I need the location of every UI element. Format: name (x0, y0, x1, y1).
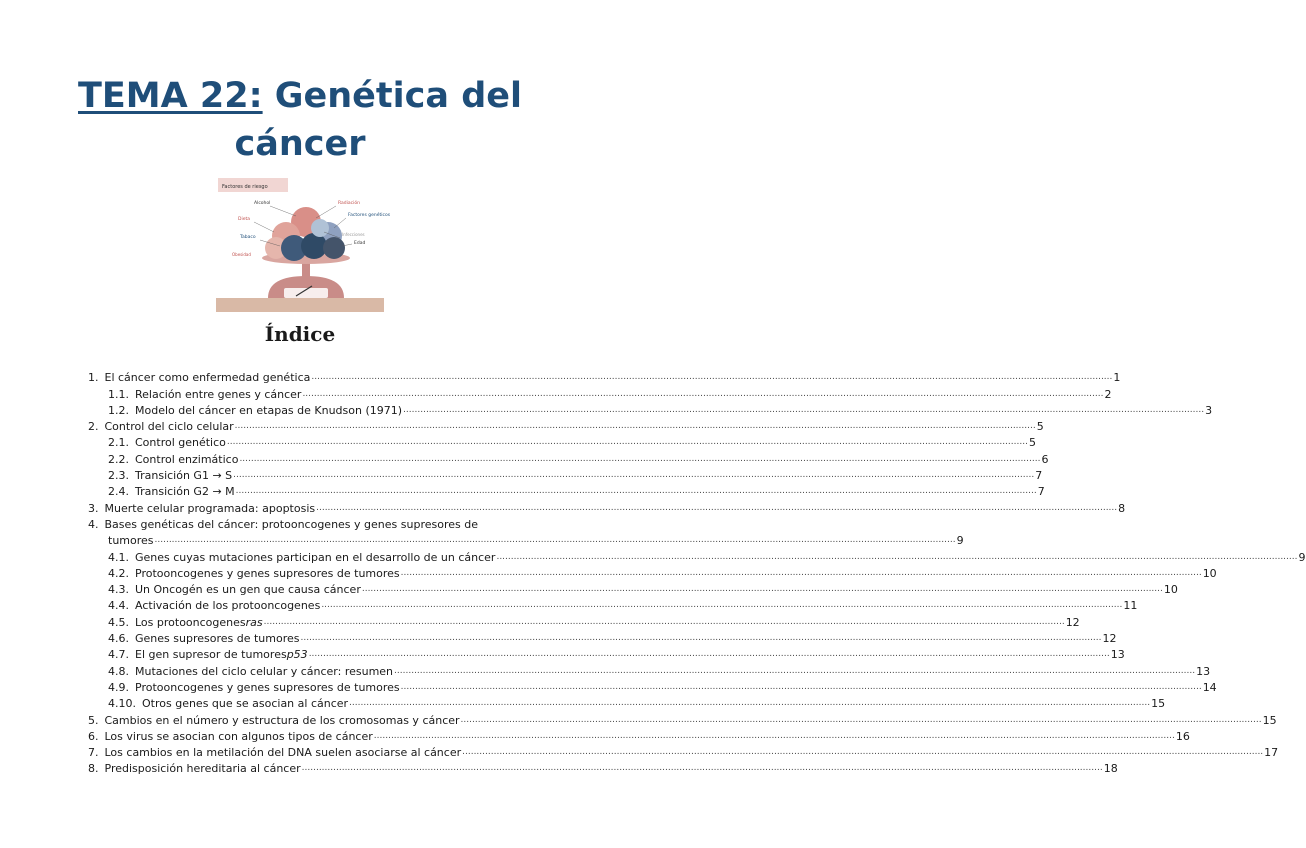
toc-dot-leader (316, 501, 1117, 515)
toc-dot-leader (302, 761, 1103, 775)
ball-infecciones (311, 219, 329, 237)
toc-entry[interactable] (88, 515, 964, 548)
toc-entry-title: Muerte celular programada: apoptosis (104, 501, 316, 515)
toc-page-number: 7 (1035, 469, 1043, 483)
toc-entry[interactable] (88, 482, 1045, 499)
toc-page-number: 18 (1103, 762, 1118, 776)
toc-entry[interactable] (88, 564, 1217, 580)
risk-factors-figure (216, 176, 391, 312)
label-obesidad: Obesidad (232, 252, 251, 257)
toc-entry[interactable] (88, 678, 1217, 694)
title-line-2: cáncer (234, 124, 366, 164)
toc-entry-title-italic: ras (245, 615, 263, 629)
toc-entry[interactable] (88, 466, 1043, 483)
toc-page-number: 9 (956, 534, 964, 548)
toc-page-number: 16 (1175, 729, 1190, 743)
toc-entry[interactable] (88, 694, 1166, 711)
toc-entry-title: Protooncogenes y genes supresores de tumores (135, 566, 400, 580)
toc-dot-leader (300, 631, 1101, 645)
toc-dot-leader (374, 729, 1175, 743)
toc-page-number: 3 (1205, 403, 1213, 417)
toc-dot-leader (311, 370, 1112, 384)
toc-entry[interactable] (88, 596, 1138, 613)
toc-entry[interactable] (88, 743, 1279, 760)
toc-dot-leader (362, 582, 1163, 596)
toc-page-number: 7 (1037, 485, 1045, 499)
toc-entry-title: Cambios en el número y estructura de los cromosomas y cáncer (104, 713, 460, 727)
label-factores-geneticos: Factores genéticos (348, 213, 391, 218)
toc-entry[interactable] (88, 710, 1277, 727)
toc-entry-line (88, 531, 964, 548)
toc-entry[interactable] (88, 498, 1126, 515)
toc-entry-number: 7. (88, 746, 99, 760)
label-edad: Edad (354, 241, 366, 246)
index-heading: Índice (264, 322, 336, 346)
toc-page-number: 1 (1113, 371, 1121, 385)
toc-entry-title: Control del ciclo celular (104, 420, 234, 434)
toc-dot-leader (233, 468, 1034, 482)
toc-page-number: 15 (1262, 713, 1277, 727)
toc-entry[interactable] (88, 401, 1213, 417)
toc-entry-number: 2.1. (108, 436, 129, 450)
toc-entry-number: 6. (88, 729, 99, 743)
toc-page-number: 8 (1118, 501, 1126, 515)
toc-entry[interactable] (88, 645, 1125, 662)
risk-factors-illustration (216, 176, 391, 312)
toc-dot-leader (302, 387, 1103, 401)
toc-entry-number: 2.3. (108, 469, 129, 483)
toc-entry-number: 4.6. (108, 632, 129, 646)
toc-entry[interactable] (88, 759, 1118, 776)
toc-page-number: 9 (1298, 550, 1306, 564)
toc-entry-title: Predisposición hereditaria al cáncer (104, 762, 301, 776)
ball-radiacion (301, 233, 327, 259)
toc-entry[interactable] (88, 433, 1036, 450)
toc-page-number: 10 (1202, 566, 1217, 580)
toc-entry-title: Los protooncogenes (135, 615, 246, 629)
toc-entry[interactable] (88, 368, 1121, 385)
toc-entry-title-italic: p53 (286, 648, 308, 662)
toc-entry-title: Protooncogenes y genes supresores de tumores (135, 680, 400, 694)
toc-entry[interactable] (88, 384, 1112, 401)
label-radiacion: Radiación (338, 201, 360, 206)
toc-dot-leader (239, 452, 1040, 466)
toc-dot-leader (403, 403, 1204, 417)
toc-dot-leader (349, 696, 1150, 710)
toc-entry-number: 4.1. (108, 550, 129, 564)
toc-page-number: 11 (1123, 599, 1138, 613)
toc-entry-number: 1.2. (108, 403, 129, 417)
toc-dot-leader (401, 680, 1202, 694)
toc-entry-title: Control enzimático (135, 452, 239, 466)
toc-entry-number: 3. (88, 501, 99, 515)
toc-page-number: 15 (1151, 697, 1166, 711)
figure-header-text: Factores de riesgo (222, 184, 268, 190)
toc-entry-number: 4.8. (108, 664, 129, 678)
toc-entry-title: Transición G2 → M (135, 485, 235, 499)
toc-dot-leader (264, 615, 1065, 629)
toc-entry-number: 4.4. (108, 599, 129, 613)
toc-page-number: 2 (1104, 387, 1112, 401)
toc-entry-number: 2. (88, 420, 99, 434)
toc-page-number: 14 (1202, 680, 1217, 694)
toc-entry-number: 4.9. (108, 680, 129, 694)
toc-entry-number: 4.2. (108, 566, 129, 580)
toc-entry-title: Otros genes que se asocian al cáncer (142, 697, 349, 711)
label-dieta: Dieta (238, 217, 251, 222)
toc-page-number: 10 (1163, 583, 1178, 597)
label-tabaco: Tabaco (240, 235, 256, 240)
figure-base-bar (216, 298, 384, 312)
toc-entry-title: El gen supresor de tumores (135, 648, 287, 662)
toc-page-number: 12 (1102, 632, 1117, 646)
toc-entry-number: 4.3. (108, 583, 129, 597)
toc-entry[interactable] (88, 449, 1049, 466)
toc-entry-title: Activación de los protooncogenes (135, 599, 321, 613)
document-title (0, 72, 600, 168)
toc-page-number: 6 (1041, 452, 1049, 466)
toc-dot-leader (236, 484, 1037, 498)
title-topic-number: TEMA 22: (78, 76, 263, 116)
toc-dot-leader (235, 419, 1036, 433)
toc-entry-title-continued: tumores (108, 534, 154, 548)
toc-dot-leader (496, 550, 1297, 564)
toc-entry-title: Mutaciones del ciclo celular y cáncer: resumen (135, 664, 394, 678)
toc-entry[interactable] (88, 417, 1044, 434)
toc-dot-leader (227, 435, 1028, 449)
toc-page-number: 17 (1264, 746, 1279, 760)
toc-page-number: 12 (1065, 615, 1080, 629)
toc-entry-number: 8. (88, 762, 99, 776)
toc-dot-leader (462, 745, 1263, 759)
toc-entry[interactable] (88, 629, 1117, 646)
toc-entry-title: El cáncer como enfermedad genética (104, 371, 311, 385)
toc-page-number: 5 (1028, 436, 1036, 450)
toc-entry-number: 5. (88, 713, 99, 727)
toc-entry-title: Transición G1 → S (135, 469, 233, 483)
toc-entry-title: Genes supresores de tumores (135, 632, 300, 646)
toc-page-number: 13 (1110, 648, 1125, 662)
toc-entry-title: Genes cuyas mutaciones participan en el desarrollo de un cáncer (135, 550, 496, 564)
toc-entry[interactable] (88, 661, 1211, 678)
toc-entry-title: Los virus se asocian con algunos tipos de cáncer (104, 729, 373, 743)
toc-entry-number: 4.10. (108, 697, 136, 711)
label-infecciones: Infecciones (342, 232, 365, 237)
toc-entry-title: Un Oncogén es un gen que causa cáncer (135, 583, 361, 597)
ball-edad (323, 237, 345, 259)
toc-dot-leader (309, 647, 1110, 661)
toc-entry-title: Relación entre genes y cáncer (135, 387, 302, 401)
toc-entry-number: 4.5. (108, 615, 129, 629)
toc-dot-leader (155, 533, 956, 547)
toc-dot-leader (401, 566, 1202, 580)
toc-entry-number: 2.4. (108, 485, 129, 499)
toc-page-number: 13 (1196, 664, 1211, 678)
title-topic-name: Genética del (262, 76, 522, 116)
toc-entry[interactable] (88, 612, 1080, 629)
toc-dot-leader (461, 713, 1262, 727)
toc-entry-line (88, 515, 528, 531)
toc-entry-title: Modelo del cáncer en etapas de Knudson (1971) (135, 403, 403, 417)
toc-entry-number: 4. (88, 517, 99, 531)
toc-entry[interactable] (88, 547, 1306, 564)
toc-entry[interactable] (88, 580, 1178, 597)
toc-dot-leader (321, 598, 1122, 612)
toc-entry-title: Control genético (135, 436, 226, 450)
toc-entry-number: 4.7. (108, 648, 129, 662)
toc-entry-title: Bases genéticas del cáncer: protooncogenes y genes supresores de (104, 517, 478, 531)
toc-entry[interactable] (88, 727, 1190, 743)
label-alcohol: Alcohol (254, 201, 271, 206)
toc-entry-number: 1.1. (108, 387, 129, 401)
toc-dot-leader (394, 664, 1195, 678)
toc-entry-title: Los cambios en la metilación del DNA suelen asociarse al cáncer (104, 746, 462, 760)
toc-page-number: 5 (1036, 420, 1044, 434)
toc-entry-number: 1. (88, 371, 99, 385)
table-of-contents (88, 368, 1306, 776)
toc-entry-number: 2.2. (108, 452, 129, 466)
